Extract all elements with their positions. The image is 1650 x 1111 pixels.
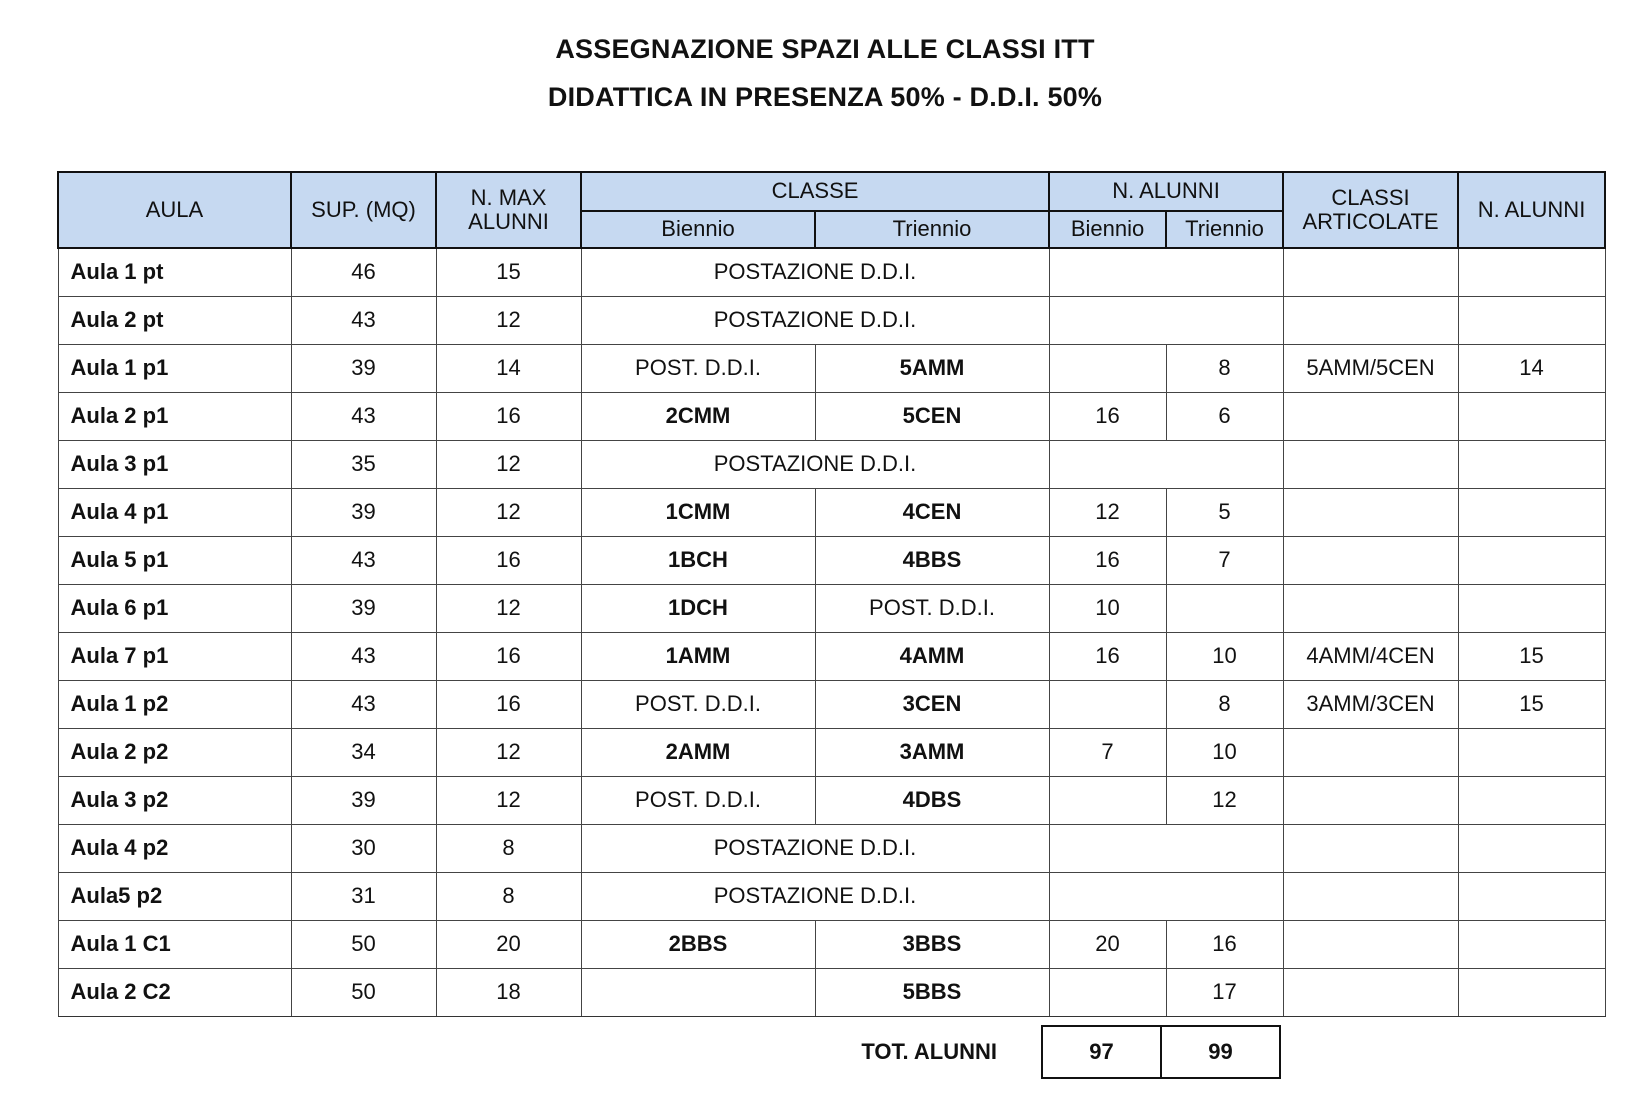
- alunni-biennio: 10: [1049, 585, 1166, 633]
- alunni-biennio: [1049, 777, 1166, 825]
- alunni-articolate: [1458, 297, 1605, 345]
- superficie-mq: 43: [291, 633, 436, 681]
- superficie-mq: 43: [291, 681, 436, 729]
- aula-name: Aula 2 p2: [58, 729, 291, 777]
- alunni-triennio: [1166, 585, 1283, 633]
- postazione-ddi: POSTAZIONE D.D.I.: [581, 248, 1049, 297]
- superficie-mq: 39: [291, 585, 436, 633]
- totals-label: TOT. ALUNNI: [861, 1039, 997, 1064]
- alunni-articolate: [1458, 873, 1605, 921]
- classi-articolate: 5AMM/5CEN: [1283, 345, 1458, 393]
- header-nalunni-articolate: N. ALUNNI: [1458, 172, 1605, 248]
- table-row: [58, 489, 1605, 537]
- max-alunni: 14: [436, 345, 581, 393]
- classe-triennio: 5CEN: [815, 393, 1049, 441]
- alunni-empty: [1049, 441, 1283, 489]
- table-body: [58, 248, 1605, 1017]
- alunni-articolate: [1458, 393, 1605, 441]
- table-row: [58, 921, 1605, 969]
- alunni-empty: [1049, 248, 1283, 297]
- alunni-biennio: 12: [1049, 489, 1166, 537]
- document-subtitle: DIDATTICA IN PRESENZA 50% - D.D.I. 50%: [547, 82, 1103, 112]
- table-row: [58, 537, 1605, 585]
- max-alunni: 16: [436, 393, 581, 441]
- superficie-mq: 50: [291, 921, 436, 969]
- superficie-mq: 30: [291, 825, 436, 873]
- table-row: [58, 297, 1605, 345]
- aula-name: Aula 7 p1: [58, 633, 291, 681]
- aula-name: Aula 1 p1: [58, 345, 291, 393]
- alunni-articolate: [1458, 777, 1605, 825]
- classi-articolate: [1283, 969, 1458, 1017]
- classe-triennio: 5BBS: [815, 969, 1049, 1017]
- header-nmax-line2: ALUNNI: [468, 209, 549, 234]
- max-alunni: 18: [436, 969, 581, 1017]
- alunni-articolate: 14: [1458, 345, 1605, 393]
- max-alunni: 20: [436, 921, 581, 969]
- postazione-ddi: POSTAZIONE D.D.I.: [581, 297, 1049, 345]
- header-sup: SUP. (MQ): [291, 172, 436, 248]
- classe-triennio: 4DBS: [815, 777, 1049, 825]
- alunni-articolate: [1458, 825, 1605, 873]
- max-alunni: 8: [436, 873, 581, 921]
- classe-biennio: 1BCH: [581, 537, 815, 585]
- aula-name: Aula 1 p2: [58, 681, 291, 729]
- table-row: [58, 873, 1605, 921]
- alunni-articolate: 15: [1458, 681, 1605, 729]
- aula-name: Aula 1 pt: [58, 248, 291, 297]
- table-row: [58, 729, 1605, 777]
- aula-name: Aula5 p2: [58, 873, 291, 921]
- classi-articolate: [1283, 873, 1458, 921]
- classe-biennio: [581, 969, 815, 1017]
- classi-articolate: [1283, 729, 1458, 777]
- aula-name: Aula 6 p1: [58, 585, 291, 633]
- alunni-articolate: [1458, 537, 1605, 585]
- totals-biennio: 97: [1042, 1026, 1161, 1078]
- alunni-biennio: [1049, 345, 1166, 393]
- header-nmax-line1: N. MAX: [470, 184, 547, 210]
- classe-biennio: 2BBS: [581, 921, 815, 969]
- header-classe: CLASSE: [581, 172, 1049, 211]
- alunni-biennio: 20: [1049, 921, 1166, 969]
- alunni-triennio: 10: [1166, 633, 1283, 681]
- alunni-triennio: 12: [1166, 777, 1283, 825]
- max-alunni: 8: [436, 825, 581, 873]
- classi-articolate: [1283, 441, 1458, 489]
- header-nalunni-triennio: Triennio: [1166, 211, 1283, 248]
- alunni-articolate: [1458, 489, 1605, 537]
- max-alunni: 16: [436, 537, 581, 585]
- postazione-ddi: POSTAZIONE D.D.I.: [581, 873, 1049, 921]
- header-classe-triennio: Triennio: [815, 211, 1049, 248]
- alunni-articolate: [1458, 441, 1605, 489]
- classe-triennio: 4AMM: [815, 633, 1049, 681]
- assignment-table: [57, 171, 1606, 1017]
- header-aula: AULA: [58, 172, 291, 248]
- superficie-mq: 34: [291, 729, 436, 777]
- max-alunni: 12: [436, 297, 581, 345]
- aula-name: Aula 2 C2: [58, 969, 291, 1017]
- max-alunni: 12: [436, 489, 581, 537]
- classe-biennio: 1CMM: [581, 489, 815, 537]
- aula-name: Aula 3 p1: [58, 441, 291, 489]
- table-row: [58, 633, 1605, 681]
- table-row: [58, 248, 1605, 297]
- alunni-triennio: 8: [1166, 345, 1283, 393]
- classe-biennio: 1AMM: [581, 633, 815, 681]
- superficie-mq: 46: [291, 248, 436, 297]
- table-row: [58, 345, 1605, 393]
- alunni-triennio: 17: [1166, 969, 1283, 1017]
- alunni-empty: [1049, 825, 1283, 873]
- classi-articolate: [1283, 248, 1458, 297]
- alunni-biennio: 16: [1049, 393, 1166, 441]
- header-classi-articolate: [1283, 172, 1458, 248]
- classi-articolate: [1283, 297, 1458, 345]
- classi-articolate: [1283, 777, 1458, 825]
- classe-triennio: 4CEN: [815, 489, 1049, 537]
- classe-biennio: 2CMM: [581, 393, 815, 441]
- superficie-mq: 35: [291, 441, 436, 489]
- superficie-mq: 43: [291, 297, 436, 345]
- table-row: [58, 681, 1605, 729]
- table-row: [58, 825, 1605, 873]
- document-title: ASSEGNAZIONE SPAZI ALLE CLASSI ITT: [555, 34, 1095, 64]
- alunni-triennio: 5: [1166, 489, 1283, 537]
- alunni-articolate: 15: [1458, 633, 1605, 681]
- alunni-triennio: 7: [1166, 537, 1283, 585]
- aula-name: Aula 3 p2: [58, 777, 291, 825]
- classe-biennio: POST. D.D.I.: [581, 345, 815, 393]
- superficie-mq: 39: [291, 777, 436, 825]
- classe-biennio: 2AMM: [581, 729, 815, 777]
- table-header: [58, 172, 1605, 248]
- max-alunni: 12: [436, 585, 581, 633]
- alunni-articolate: [1458, 248, 1605, 297]
- alunni-articolate: [1458, 921, 1605, 969]
- classe-triennio: POST. D.D.I.: [815, 585, 1049, 633]
- superficie-mq: 39: [291, 489, 436, 537]
- aula-name: Aula 5 p1: [58, 537, 291, 585]
- aula-name: Aula 1 C1: [58, 921, 291, 969]
- aula-name: Aula 2 p1: [58, 393, 291, 441]
- header-nalunni: N. ALUNNI: [1049, 172, 1283, 211]
- classi-articolate: 3AMM/3CEN: [1283, 681, 1458, 729]
- aula-name: Aula 4 p2: [58, 825, 291, 873]
- classe-biennio: POST. D.D.I.: [581, 777, 815, 825]
- alunni-triennio: 8: [1166, 681, 1283, 729]
- superficie-mq: 50: [291, 969, 436, 1017]
- classe-triennio: 3BBS: [815, 921, 1049, 969]
- classi-articolate: [1283, 585, 1458, 633]
- alunni-biennio: 7: [1049, 729, 1166, 777]
- table-row: [58, 969, 1605, 1017]
- max-alunni: 12: [436, 729, 581, 777]
- alunni-biennio: [1049, 969, 1166, 1017]
- superficie-mq: 43: [291, 393, 436, 441]
- classi-articolate: [1283, 921, 1458, 969]
- alunni-biennio: 16: [1049, 633, 1166, 681]
- header-classi-articolate-line1: CLASSI: [1331, 184, 1410, 210]
- alunni-articolate: [1458, 969, 1605, 1017]
- classe-triennio: 4BBS: [815, 537, 1049, 585]
- classi-articolate: [1283, 825, 1458, 873]
- classi-articolate: [1283, 489, 1458, 537]
- alunni-articolate: [1458, 729, 1605, 777]
- alunni-triennio: 6: [1166, 393, 1283, 441]
- superficie-mq: 43: [291, 537, 436, 585]
- header-classi-articolate-line2: ARTICOLATE: [1302, 209, 1439, 234]
- alunni-empty: [1049, 873, 1283, 921]
- postazione-ddi: POSTAZIONE D.D.I.: [581, 441, 1049, 489]
- table-row: [58, 393, 1605, 441]
- classi-articolate: 4AMM/4CEN: [1283, 633, 1458, 681]
- superficie-mq: 39: [291, 345, 436, 393]
- alunni-biennio: [1049, 681, 1166, 729]
- header-classe-biennio: Biennio: [581, 211, 815, 248]
- max-alunni: 15: [436, 248, 581, 297]
- totals-row: [57, 1025, 1281, 1079]
- classi-articolate: [1283, 537, 1458, 585]
- classi-articolate: [1283, 393, 1458, 441]
- table-row: [58, 585, 1605, 633]
- table-row: [58, 777, 1605, 825]
- superficie-mq: 31: [291, 873, 436, 921]
- classe-triennio: 5AMM: [815, 345, 1049, 393]
- max-alunni: 12: [436, 777, 581, 825]
- classe-biennio: POST. D.D.I.: [581, 681, 815, 729]
- classe-triennio: 3CEN: [815, 681, 1049, 729]
- alunni-articolate: [1458, 585, 1605, 633]
- header-nmax: [436, 172, 581, 248]
- classe-biennio: 1DCH: [581, 585, 815, 633]
- aula-name: Aula 2 pt: [58, 297, 291, 345]
- classe-triennio: 3AMM: [815, 729, 1049, 777]
- max-alunni: 12: [436, 441, 581, 489]
- postazione-ddi: POSTAZIONE D.D.I.: [581, 825, 1049, 873]
- alunni-triennio: 16: [1166, 921, 1283, 969]
- alunni-triennio: 10: [1166, 729, 1283, 777]
- table-row: [58, 441, 1605, 489]
- alunni-biennio: 16: [1049, 537, 1166, 585]
- totals-triennio: 99: [1161, 1026, 1280, 1078]
- alunni-empty: [1049, 297, 1283, 345]
- max-alunni: 16: [436, 681, 581, 729]
- aula-name: Aula 4 p1: [58, 489, 291, 537]
- max-alunni: 16: [436, 633, 581, 681]
- header-nalunni-biennio: Biennio: [1049, 211, 1166, 248]
